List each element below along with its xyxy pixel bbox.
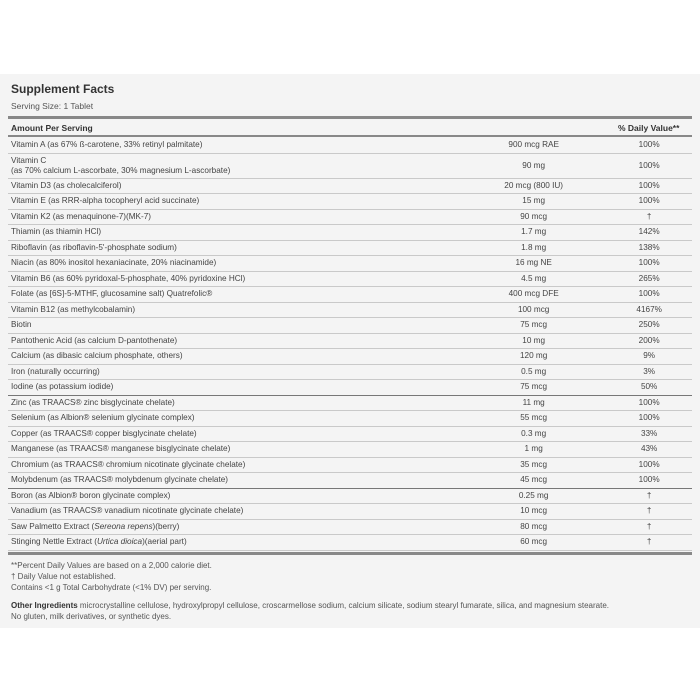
nutrient-amount: 45 mcg	[461, 473, 606, 489]
nutrient-name	[8, 473, 461, 489]
nutrient-dv: †	[606, 535, 692, 551]
nutrient-label: Chromium (as TRAACS® chromium nicotinate glycinate chelate)	[11, 459, 246, 469]
nutrient-amount: 75 mcg	[461, 318, 606, 334]
nutrient-amount: 60 mcg	[461, 535, 606, 551]
nutrient-name	[8, 488, 461, 504]
nutrient-dv: 100%	[606, 287, 692, 303]
nutrient-name	[8, 504, 461, 520]
nutrient-dv: †	[606, 519, 692, 535]
nutrient-amount: 120 mg	[461, 349, 606, 365]
nutrient-dv: 100%	[606, 153, 692, 178]
table-row	[8, 457, 692, 473]
nutrient-label: Thiamin (as thiamin HCl)	[11, 227, 102, 237]
table-row	[8, 380, 692, 396]
nutrient-amount: 1.8 mg	[461, 240, 606, 256]
other-ingredients-label: Other Ingredients	[11, 601, 78, 610]
nutrient-latin-name: Urtica dioica	[97, 537, 143, 547]
nutrient-label: Vitamin D3 (as cholecalciferol)	[11, 180, 122, 190]
nutrient-label: Zinc (as TRAACS® zinc bisglycinate chelate)	[11, 397, 175, 407]
table-row	[8, 488, 692, 504]
nutrient-name	[8, 364, 461, 380]
nutrient-name	[8, 318, 461, 334]
nutrient-label: Copper (as TRAACS® copper bisglycinate chelate)	[11, 428, 197, 438]
nutrient-name	[8, 256, 461, 272]
footnote-carb: Contains <1 g Total Carbohydrate (<1% DV) per serving.	[11, 583, 212, 592]
nutrient-dv: †	[606, 209, 692, 225]
nutrient-dv: 100%	[606, 411, 692, 427]
table-row	[8, 138, 692, 153]
nutrient-latin-name: Sereona repens	[94, 521, 153, 531]
nutrient-label: Iron (naturally occurring)	[11, 366, 100, 376]
nutrient-dv: 50%	[606, 380, 692, 396]
nutrient-label: Molybdenum (as TRAACS® molybdenum glycinate chelate)	[11, 475, 229, 485]
top-rule	[8, 116, 692, 119]
nutrient-dv: 100%	[606, 395, 692, 411]
nutrient-label: Biotin	[11, 320, 32, 330]
table-row	[8, 178, 692, 194]
nutrient-dv: 3%	[606, 364, 692, 380]
nutrient-label: Vitamin K2 (as menaquinone-7)(MK-7)	[11, 211, 152, 221]
table-row	[8, 256, 692, 272]
nutrient-amount: 16 mg NE	[461, 256, 606, 272]
nutrient-label-suffix: )(berry)	[152, 521, 180, 531]
nutrient-name	[8, 519, 461, 535]
table-row	[8, 271, 692, 287]
other-ingredients-text: microcrystalline cellulose, hydroxylpropyl cellulose, croscarmellose sodium, calcium silicate, sodium stearyl fumarate, silica, and magnesium stearate.	[77, 601, 610, 610]
nutrient-label: Vitamin E (as RRR-alpha tocopheryl acid succinate)	[11, 196, 200, 206]
nutrient-amount: 90 mcg	[461, 209, 606, 225]
nutrient-label: Selenium (as Albion® selenium glycinate complex)	[11, 413, 195, 423]
panel-title: Supplement Facts	[11, 82, 115, 96]
table-row	[8, 473, 692, 489]
nutrient-amount: 0.5 mg	[461, 364, 606, 380]
nutrient-name	[8, 153, 461, 178]
nutrient-dv: 33%	[606, 426, 692, 442]
bottom-rule	[8, 552, 692, 555]
nutrient-name	[8, 426, 461, 442]
nutrient-label: Niacin (as 80% inositol hexaniacinate, 20% niacinamide)	[11, 258, 217, 268]
nutrient-source: (as 70% calcium L-ascorbate, 30% magnesium L-ascorbate)	[11, 165, 231, 175]
nutrient-amount: 400 mcg DFE	[461, 287, 606, 303]
nutrient-amount: 10 mg	[461, 333, 606, 349]
nutrient-name	[8, 333, 461, 349]
nutrient-amount: 15 mg	[461, 194, 606, 210]
footnote-dv-basis: **Percent Daily Values are based on a 2,000 calorie diet.	[11, 561, 212, 570]
nutrient-dv: 4167%	[606, 302, 692, 318]
nutrient-dv: 100%	[606, 138, 692, 153]
nutrient-label: Saw Palmetto Extract (	[11, 521, 95, 531]
table-row	[8, 302, 692, 318]
nutrient-amount: 35 mcg	[461, 457, 606, 473]
nutrient-amount: 0.25 mg	[461, 488, 606, 504]
nutrient-label-suffix: )(aerial part)	[142, 537, 187, 547]
nutrient-dv: 250%	[606, 318, 692, 334]
nutrient-label: Folate (as [6S]-5-MTHF, glucosamine salt) Quatrefolic®	[11, 289, 213, 299]
nutrient-amount: 4.5 mg	[461, 271, 606, 287]
header-rule	[8, 135, 692, 137]
nutrient-label: Vanadium (as TRAACS® vanadium nicotinate glycinate chelate)	[11, 506, 244, 516]
table-row	[8, 519, 692, 535]
nutrient-name	[8, 535, 461, 551]
nutrient-label: Calcium (as dibasic calcium phosphate, others)	[11, 351, 183, 361]
nutrient-name	[8, 380, 461, 396]
facts-table	[8, 138, 692, 551]
nutrient-name	[8, 225, 461, 241]
nutrient-dv: 43%	[606, 442, 692, 458]
nutrient-dv: 100%	[606, 178, 692, 194]
table-row	[8, 395, 692, 411]
nutrient-dv: 100%	[606, 194, 692, 210]
nutrient-amount: 1 mg	[461, 442, 606, 458]
nutrient-label: Riboflavin (as riboflavin-5'-phosphate sodium)	[11, 242, 177, 252]
nutrient-name	[8, 302, 461, 318]
nutrient-name	[8, 240, 461, 256]
nutrient-name	[8, 395, 461, 411]
nutrient-dv: 138%	[606, 240, 692, 256]
nutrient-dv: 142%	[606, 225, 692, 241]
nutrient-dv: 200%	[606, 333, 692, 349]
nutrient-amount: 11 mg	[461, 395, 606, 411]
nutrient-amount: 80 mcg	[461, 519, 606, 535]
table-row	[8, 333, 692, 349]
table-row	[8, 153, 692, 178]
nutrient-amount: 900 mcg RAE	[461, 138, 606, 153]
table-row	[8, 287, 692, 303]
other-ingredients-note: No gluten, milk derivatives, or synthetic dyes.	[11, 612, 172, 621]
nutrient-amount: 1.7 mg	[461, 225, 606, 241]
table-row	[8, 426, 692, 442]
nutrient-name	[8, 457, 461, 473]
nutrient-amount: 100 mcg	[461, 302, 606, 318]
nutrient-amount: 75 mcg	[461, 380, 606, 396]
nutrient-dv: †	[606, 488, 692, 504]
nutrient-amount: 55 mcg	[461, 411, 606, 427]
other-ingredients	[11, 600, 691, 622]
table-row	[8, 535, 692, 551]
nutrient-label: Vitamin A (as 67% ß-carotene, 33% retinyl palmitate)	[11, 140, 203, 150]
nutrient-amount: 10 mcg	[461, 504, 606, 520]
nutrient-label: Pantothenic Acid (as calcium D-pantothenate)	[11, 335, 178, 345]
nutrient-amount: 0.3 mg	[461, 426, 606, 442]
table-row	[8, 225, 692, 241]
table-row	[8, 209, 692, 225]
nutrient-name	[8, 411, 461, 427]
nutrient-name	[8, 138, 461, 153]
nutrient-amount: 20 mcg (800 IU)	[461, 178, 606, 194]
nutrient-label: Vitamin C	[11, 155, 47, 165]
nutrient-dv: 265%	[606, 271, 692, 287]
table-row	[8, 318, 692, 334]
nutrient-name	[8, 209, 461, 225]
nutrient-dv: 100%	[606, 473, 692, 489]
table-row	[8, 240, 692, 256]
table-row	[8, 411, 692, 427]
table-row	[8, 364, 692, 380]
nutrient-amount: 90 mg	[461, 153, 606, 178]
amount-header: Amount Per Serving	[11, 123, 93, 133]
table-row	[8, 442, 692, 458]
nutrient-label: Stinging Nettle Extract (	[11, 537, 98, 547]
table-row	[8, 504, 692, 520]
nutrient-dv: 100%	[606, 256, 692, 272]
serving-size: Serving Size: 1 Tablet	[11, 101, 94, 111]
supplement-facts-panel	[0, 74, 700, 628]
nutrient-name	[8, 178, 461, 194]
nutrient-label: Manganese (as TRAACS® manganese bisglycinate chelate)	[11, 444, 231, 454]
nutrient-dv: †	[606, 504, 692, 520]
nutrient-label: Iodine (as potassium iodide)	[11, 382, 114, 392]
nutrient-name	[8, 194, 461, 210]
nutrient-label: Vitamin B6 (as 60% pyridoxal-5-phosphate, 40% pyridoxine HCl)	[11, 273, 246, 283]
dv-header: % Daily Value**	[618, 123, 680, 133]
nutrient-label: Vitamin B12 (as methylcobalamin)	[11, 304, 136, 314]
nutrient-label: Boron (as Albion® boron glycinate complex)	[11, 490, 171, 500]
nutrient-dv: 9%	[606, 349, 692, 365]
nutrient-name	[8, 349, 461, 365]
nutrient-name	[8, 271, 461, 287]
table-row	[8, 194, 692, 210]
table-row	[8, 349, 692, 365]
nutrient-name	[8, 442, 461, 458]
nutrient-name	[8, 287, 461, 303]
nutrient-dv: 100%	[606, 457, 692, 473]
footnote-not-established: † Daily Value not established.	[11, 572, 116, 581]
